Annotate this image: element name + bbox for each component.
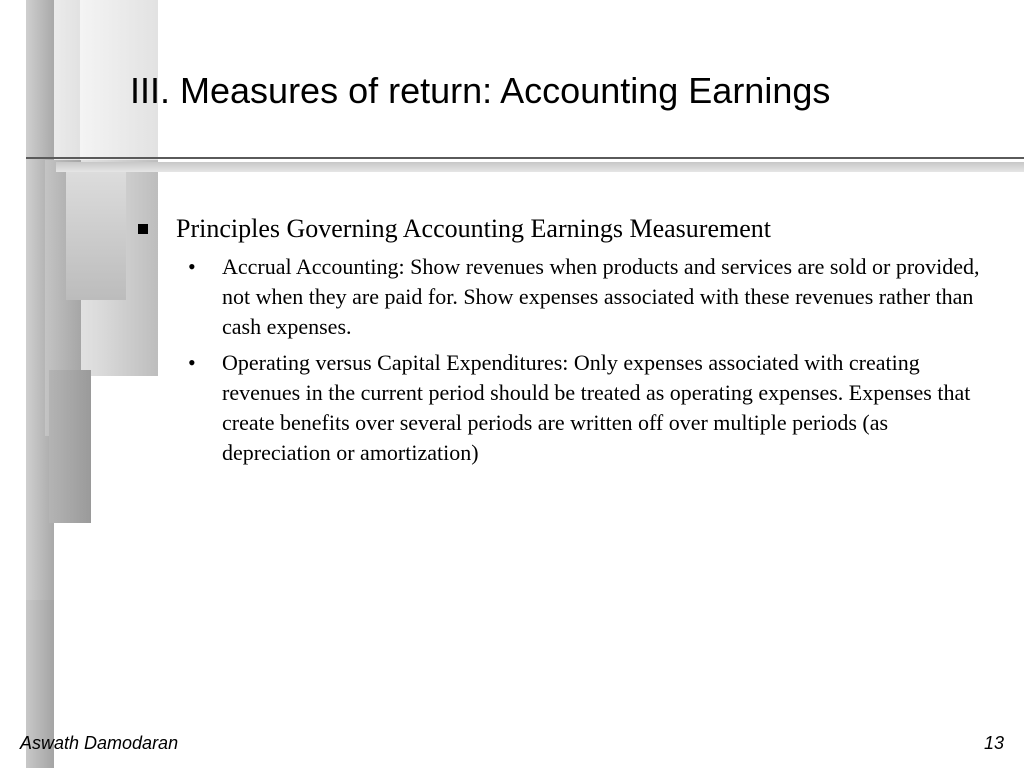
sub-bullet-list bbox=[138, 252, 988, 468]
dot-bullet-icon: • bbox=[188, 350, 196, 375]
decorative-bar-box bbox=[66, 172, 126, 300]
title-divider bbox=[26, 157, 1024, 159]
sub-bullet-text-operating: Operating versus Capital Expenditures: Only expenses associated with creating revenues in the current period should be treated as operating expenses. Expenses that create benefits over several periods are written off over multiple periods (as depreciation or amortization) bbox=[222, 350, 971, 465]
sub-bullet-text-accrual: Accrual Accounting: Show revenues when products and services are sold or provided, not when they are paid for. Show expenses associated with these revenues rather than cash expenses. bbox=[222, 254, 980, 339]
title-divider-shadow bbox=[56, 162, 1024, 172]
dot-bullet-icon: • bbox=[188, 254, 196, 279]
square-bullet-icon bbox=[138, 224, 148, 234]
footer-author: Aswath Damodaran bbox=[20, 733, 179, 753]
slide-title: III. Measures of return: Accounting Earnings bbox=[130, 70, 831, 111]
slide-content bbox=[138, 212, 988, 474]
main-bullet-text: Principles Governing Accounting Earnings Measurement bbox=[176, 214, 771, 243]
sub-bullet-item bbox=[188, 348, 988, 468]
page-number: 13 bbox=[983, 733, 1004, 753]
decorative-bar-lower bbox=[49, 370, 91, 523]
sub-bullet-item bbox=[188, 252, 988, 342]
main-bullet bbox=[138, 212, 988, 246]
